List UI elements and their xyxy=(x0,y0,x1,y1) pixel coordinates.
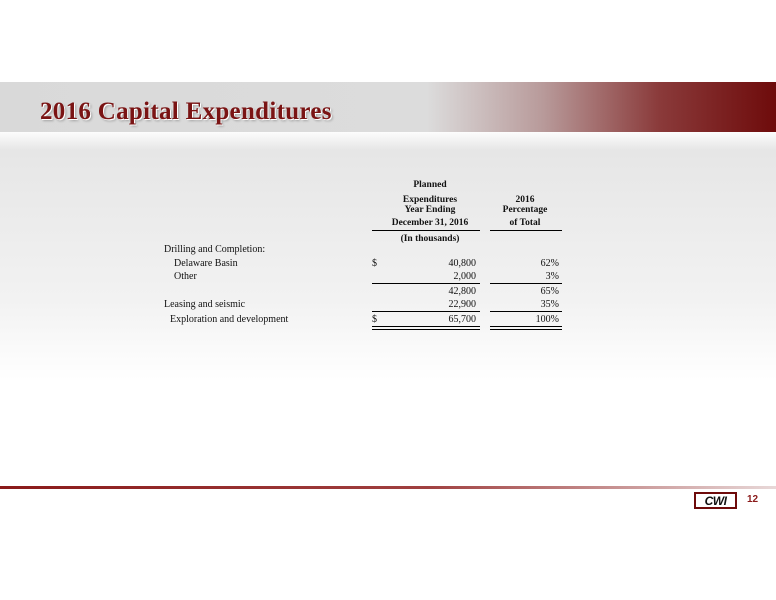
row-label-other: Other xyxy=(174,271,197,282)
slide-title: 2016 Capital Expenditures xyxy=(40,98,332,125)
row-percent-other: 3% xyxy=(545,271,559,282)
row-currency-exploration: $ xyxy=(372,314,377,325)
row-percent-leasing: 35% xyxy=(540,299,559,310)
row-percent-subtotal: 65% xyxy=(540,286,559,297)
row-label-delaware: Delaware Basin xyxy=(174,258,238,269)
row-amount-exploration: 65,700 xyxy=(448,314,476,325)
row-amount-delaware: 40,800 xyxy=(448,258,476,269)
row-label-leasing: Leasing and seismic xyxy=(164,299,246,310)
footer-divider xyxy=(0,486,776,489)
row-percent-delaware: 62% xyxy=(540,258,559,269)
row-label-drilling: Drilling and Completion: xyxy=(164,244,266,255)
cwi-logo-text: CWI xyxy=(704,493,727,508)
row-amount-leasing: 22,900 xyxy=(448,299,476,310)
header-planned-sub: (In thousands) xyxy=(400,234,460,244)
header-percent-1: 2016 xyxy=(515,195,535,205)
header-percent-3: of Total xyxy=(509,218,541,228)
header-planned-3: Year Ending xyxy=(404,205,456,215)
row-percent-exploration: 100% xyxy=(535,314,559,325)
header-percent-2: Percentage xyxy=(502,205,548,215)
total-rule-percent xyxy=(490,311,562,312)
cwi-logo xyxy=(694,492,737,509)
page-number: 12 xyxy=(747,494,759,505)
header-planned-4: December 31, 2016 xyxy=(391,218,469,228)
header-planned-rule xyxy=(372,230,480,231)
row-currency-delaware: $ xyxy=(372,258,377,269)
header-percent-rule xyxy=(490,230,562,231)
total-double-rule-percent xyxy=(490,326,562,330)
total-double-rule-amount xyxy=(372,326,480,330)
row-label-exploration: Exploration and development xyxy=(170,314,289,325)
row-amount-other: 2,000 xyxy=(453,271,476,282)
subtotal-rule-percent xyxy=(490,283,562,284)
row-amount-subtotal: 42,800 xyxy=(448,286,476,297)
subtotal-rule-amount xyxy=(372,283,480,284)
header-planned-1: Planned xyxy=(413,180,447,190)
total-rule-amount xyxy=(372,311,480,312)
header-planned-2: Expenditures xyxy=(402,195,458,205)
